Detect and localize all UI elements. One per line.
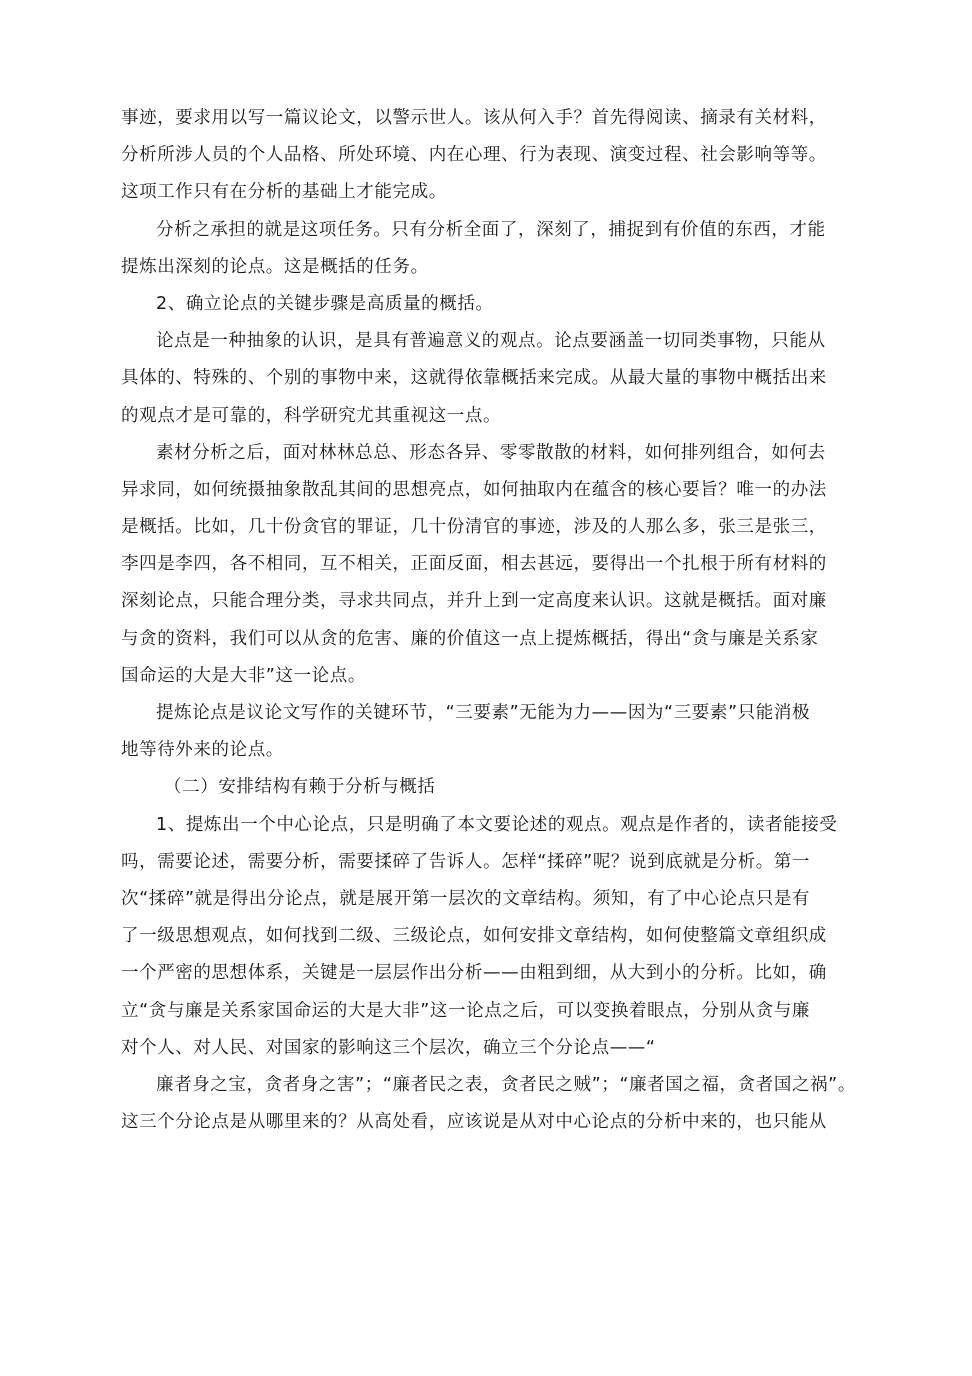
text-line: 廉者身之宝，贪者身之害”；“廉者民之表，贪者民之贼”；“廉者国之福，贪者国之祸”。 <box>156 1074 856 1095</box>
text-line: 这项工作只有在分析的基础上才能完成。 <box>121 182 447 203</box>
text-line: 2、确立论点的关键步骤是高质量的概括。 <box>156 293 494 314</box>
text-line: （二）安排结构有赖于分析与概括 <box>164 777 436 798</box>
text-line: 异求同，如何统摄抽象散乱其间的思想亮点，如何抽取内在蕴含的核心要旨？唯一的办法 <box>121 479 827 500</box>
text-line: 立“贪与廉是关系家国命运的大是大非”这一论点之后，可以变换着眼点，分别从贪与廉 <box>121 1000 811 1021</box>
text-line: 地等待外来的论点。 <box>121 740 284 761</box>
text-line: 提炼出深刻的论点。这是概括的任务。 <box>121 256 429 277</box>
text-line: 国命运的大是大非”这一论点。 <box>121 665 366 686</box>
text-line: 1、提炼出一个中心论点，只是明确了本文要论述的观点。观点是作者的，读者能接受 <box>156 814 838 835</box>
text-line: 是概括。比如，几十份贪官的罪证，几十份清官的事迹，涉及的人那么多，张三是张三， <box>121 517 827 538</box>
text-line: 次“揉碎”就是得出分论点，就是展开第一层次的文章结构。须知，有了中心论点只是有 <box>121 888 811 909</box>
text-line: 分析之承担的就是这项任务。只有分析全面了，深刻了，捕捉到有价值的东西，才能 <box>156 219 826 240</box>
text-line: 论点是一种抽象的认识，是具有普遍意义的观点。论点要涵盖一切同类事物，只能从 <box>156 331 826 352</box>
text-line: 素材分析之后，面对林林总总、形态各异、零零散散的材料，如何排列组合，如何去 <box>156 442 826 463</box>
text-line: 了一级思想观点，如何找到二级、三级论点，如何安排文章结构，如何使整篇文章组织成 <box>121 926 827 947</box>
text-line: 对个人、对人民、对国家的影响这三个层次，确立三个分论点——“ <box>121 1037 656 1058</box>
body-text <box>121 100 861 1141</box>
text-line: 提炼论点是议论文写作的关键环节，“三要素”无能为力——因为“三要素”只能消极 <box>156 703 811 723</box>
text-line: 这三个分论点是从哪里来的？从高处看，应该说是从对中心论点的分析中来的，也只能从 <box>121 1112 827 1133</box>
text-line: 深刻论点，只能合理分类，寻求共同点，并升上到一定高度来认识。这就是概括。面对廉 <box>121 591 827 612</box>
text-line: 吗，需要论述，需要分析，需要揉碎了告诉人。怎样“揉碎”呢？说到底就是分析。第一 <box>121 851 811 872</box>
text-line: 一个严密的思想体系，关键是一层层作出分析——由粗到细，从大到小的分析。比如，确 <box>121 963 827 984</box>
text-line: 李四是李四，各不相同，互不相关，正面反面，相去甚远，要得出一个扎根于所有材料的 <box>121 554 827 575</box>
text-line: 事迹，要求用以写一篇议论文，以警示世人。该从何入手？首先得阅读、摘录有关材料， <box>121 108 827 128</box>
text-line: 与贪的资料，我们可以从贪的危害、廉的价值这一点上提炼概括，得出“贪与廉是关系家 <box>121 628 819 649</box>
text-line: 分析所涉人员的个人品格、所处环境、内在心理、行为表现、演变过程、社会影响等等。 <box>121 145 827 166</box>
text-line: 的观点才是可靠的，科学研究尤其重视这一点。 <box>121 405 502 426</box>
text-line: 具体的、特殊的、个别的事物中来，这就得依靠概括来完成。从最大量的事物中概括出来 <box>121 368 827 389</box>
